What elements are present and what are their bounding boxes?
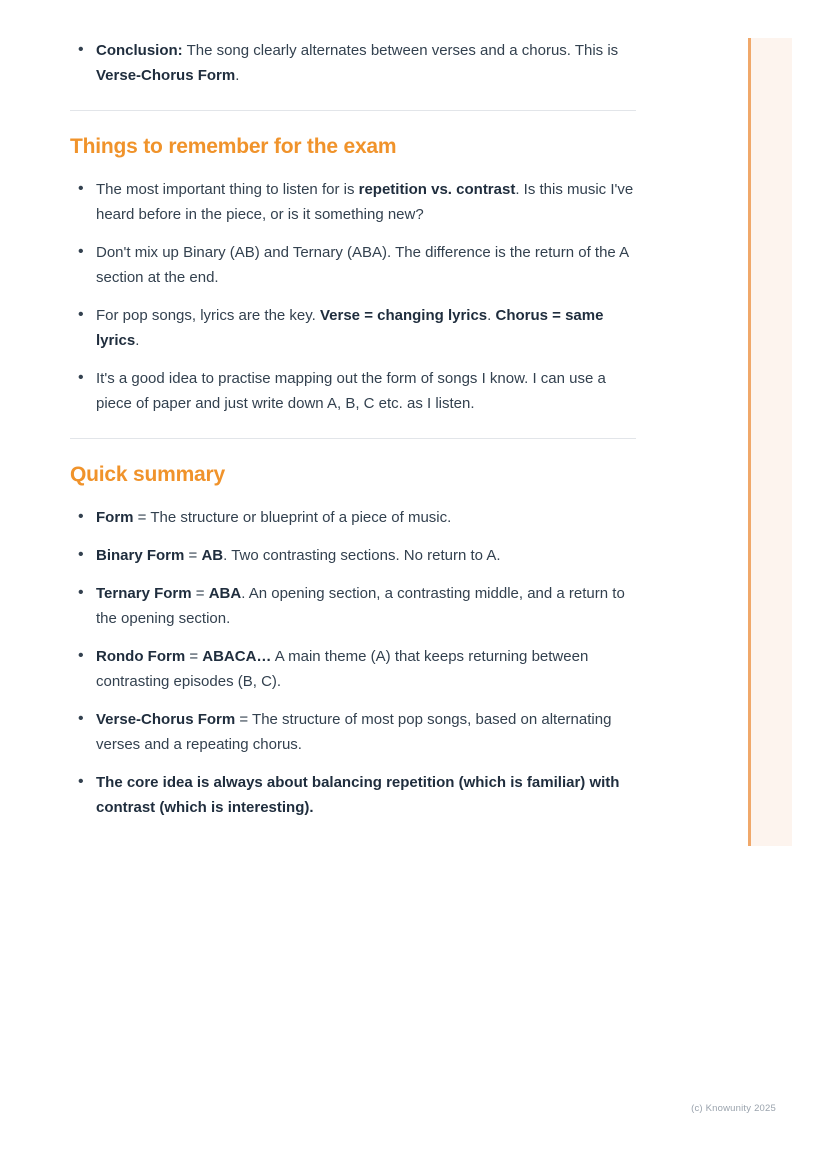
emphasis-text: Verse-Chorus Form [96, 711, 236, 728]
body-text: . Two contrasting sections. No return to A. [223, 547, 501, 564]
emphasis-text: Ternary Form [96, 585, 192, 602]
body-text: = [191, 585, 209, 602]
quick-summary-bullet-list [70, 505, 636, 820]
list-item [70, 581, 636, 631]
body-text: It's a good idea to practise mapping out the form of songs I know. I can use a piece of paper and just write down A, B, C etc. as I listen. [96, 370, 606, 412]
emphasis-text: The core idea is always about balancing repetition (which is familiar) with contrast (which is interesting). [96, 774, 620, 816]
emphasis-text: Binary Form [96, 547, 185, 564]
emphasis-text: Form [96, 509, 134, 526]
body-text: . An opening section, a contrasting middle, and a return to the opening section. [96, 585, 625, 627]
list-item [70, 38, 636, 88]
emphasis-text: Conclusion: [96, 42, 183, 59]
divider [70, 110, 636, 111]
list-item [70, 177, 636, 227]
body-text: For pop songs, lyrics are the key. [96, 307, 320, 324]
section-title-quick-summary: Quick summary [70, 463, 225, 486]
decorative-side-panel [748, 38, 792, 846]
document-content [70, 38, 636, 820]
emphasis-text: Rondo Form [96, 648, 186, 665]
body-text: = The structure of most pop songs, based on alternating verses and a repeating chorus. [96, 711, 612, 753]
divider [70, 438, 636, 439]
list-item [70, 707, 636, 757]
page-footer: (c) Knowunity 2025 [691, 1103, 776, 1114]
emphasis-text: Verse-Chorus Form [96, 67, 236, 84]
body-text: = The structure or blueprint of a piece of music. [133, 509, 452, 526]
list-item [70, 505, 636, 530]
body-text: . [487, 307, 496, 324]
list-item [70, 240, 636, 290]
conclusion-bullet-list [70, 38, 636, 88]
emphasis-text: Verse = changing lyrics [319, 307, 488, 324]
body-text: = [185, 648, 203, 665]
body-text: . Is this music I've heard before in the piece, or is it something new? [96, 181, 634, 223]
emphasis-text: ABA [208, 585, 242, 602]
exam-tips-bullet-list [70, 177, 636, 416]
body-text: A main theme (A) that keeps returning between contrasting episodes (B, C). [96, 648, 589, 690]
body-text: Don't mix up Binary (AB) and Ternary (ABA). The difference is the return of the A section at the end. [96, 244, 629, 286]
list-item [70, 366, 636, 416]
body-text: The song clearly alternates between verses and a chorus. This is [182, 42, 619, 59]
list-item [70, 770, 636, 820]
list-item [70, 303, 636, 353]
body-text: = [184, 547, 202, 564]
body-text: . [235, 67, 240, 84]
emphasis-text: Chorus = same lyrics [96, 307, 604, 349]
body-text: . [135, 332, 140, 349]
section-title-exam-tips: Things to remember for the exam [70, 135, 397, 158]
list-item [70, 543, 636, 568]
body-text: The most important thing to listen for is [96, 181, 359, 198]
emphasis-text: repetition vs. contrast [358, 181, 516, 198]
list-item [70, 644, 636, 694]
emphasis-text: AB [201, 547, 224, 564]
emphasis-text: ABACA… [202, 648, 272, 665]
